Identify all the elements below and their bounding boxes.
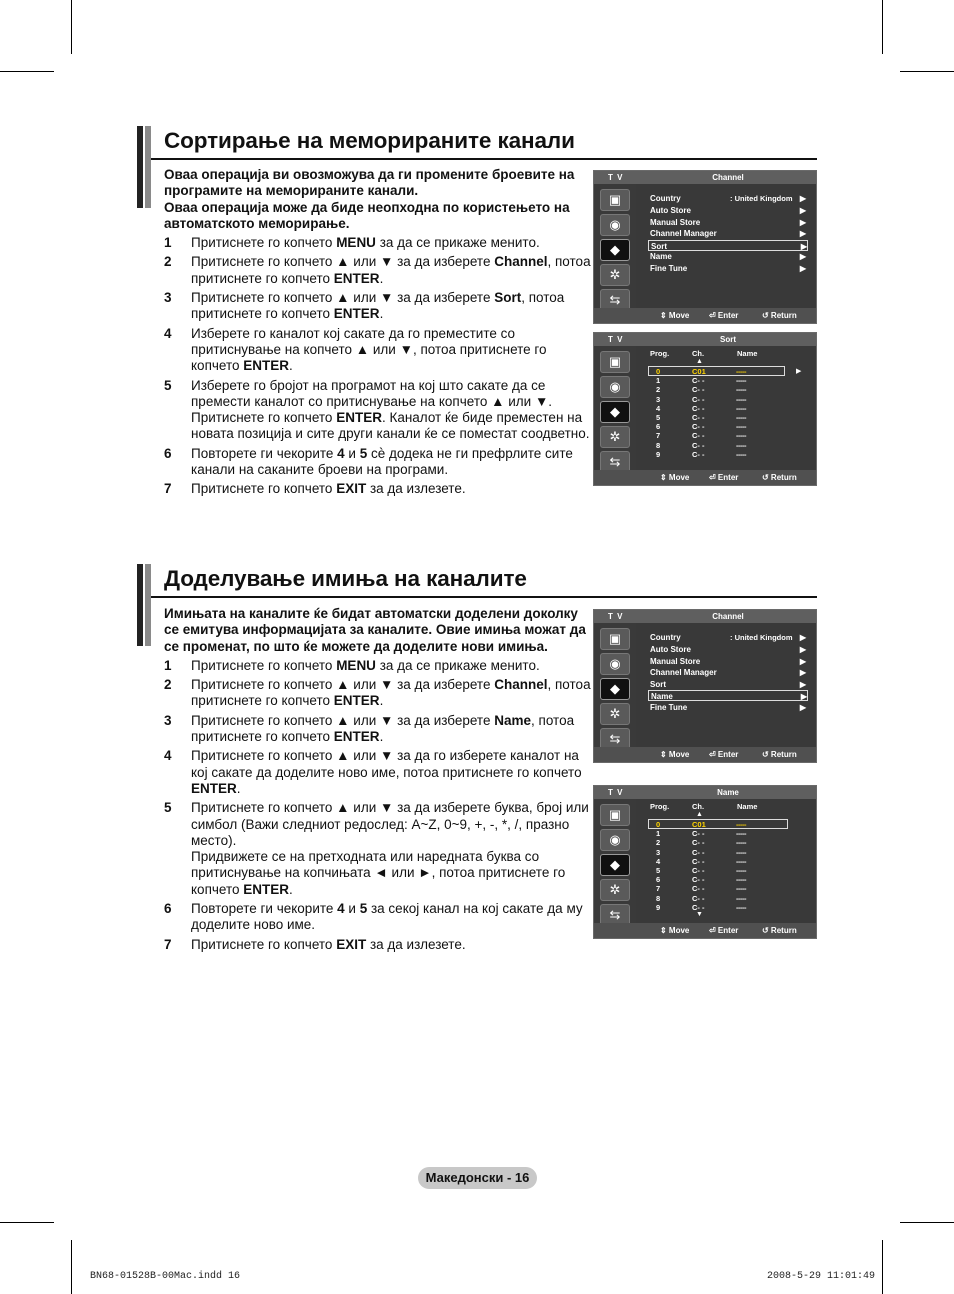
prog-cell: 9 — [656, 449, 661, 459]
prog-cell: 1 — [656, 829, 661, 839]
header-prog: Prog. — [650, 349, 670, 358]
picture-icon: ▣ — [600, 189, 630, 211]
step-text: Повторете ги чекорите 4 и 5 сѐ додека не ги префрлите сите канали на саканите броеви на програми. — [191, 445, 573, 478]
prog-cell: 5 — [656, 413, 661, 422]
selected-row-box — [648, 819, 788, 829]
menu-label: Name — [650, 252, 672, 262]
osd-tv-label: T V — [608, 788, 624, 797]
step-text: Изберете го бројот на програмот на кој што сакате да се премести каналот со притиснување на копчето ▲ или ▼. Притиснете го копчето ENTER. Каналот ќе биде преместен на новата позиција и сите други канали ќе се поместат соодветно. — [191, 377, 590, 442]
osd-content — [636, 799, 816, 923]
crop-mark — [71, 1240, 72, 1294]
name-cell: ----- — [736, 422, 746, 432]
step-number: 7 — [164, 936, 172, 952]
osd-title: Sort — [720, 335, 736, 344]
channel-cell: C- - — [692, 884, 705, 894]
footer-enter: ⏎ Enter — [709, 926, 739, 935]
prog-cell: 1 — [656, 376, 661, 386]
step-number: 5 — [164, 377, 172, 393]
step-item — [164, 748, 592, 797]
channel-cell: C01 — [692, 367, 706, 376]
prog-cell: 7 — [656, 884, 661, 894]
menu-label: Fine Tune — [650, 264, 688, 273]
footer-move: ⇕ Move — [660, 926, 690, 935]
picture-icon: ▣ — [600, 351, 630, 373]
menu-label: Sort — [650, 679, 666, 689]
channel-cell: C- - — [692, 422, 705, 432]
osd-sidebar — [594, 184, 636, 308]
header-ch: Ch. — [692, 349, 705, 358]
scroll-down-icon: ▼ — [696, 911, 703, 918]
osd-content — [636, 623, 816, 747]
name-cell: ----- — [736, 875, 746, 885]
step-number: 4 — [164, 748, 172, 764]
menu-item — [650, 251, 806, 262]
name-cell: ----- — [736, 449, 746, 459]
section-bar — [137, 564, 143, 646]
header-name: Name — [737, 349, 758, 358]
step-item — [164, 658, 592, 674]
step-number: 5 — [164, 800, 172, 816]
footer-enter: ⏎ Enter — [709, 311, 739, 320]
step-text: Притиснете го копчето EXIT за да излезете. — [191, 936, 466, 952]
arrow-right-icon: ▶ — [796, 368, 802, 375]
channel-cell: C- - — [692, 856, 705, 866]
step-number: 6 — [164, 445, 172, 461]
osd-tv-label: T V — [608, 173, 624, 182]
channel-cell: C- - — [692, 847, 705, 857]
intro-text: Имињата на каналите ќе бидат автоматски доделени доколку се емитува информацијата за каналите. Овие имиња можат да се променат, по што ќе можете да доделите нови имиња. — [164, 606, 586, 654]
section-bar — [145, 126, 151, 208]
prog-cell: 3 — [656, 394, 661, 404]
arrow-right-icon: ▶ — [799, 206, 806, 215]
step-item — [164, 254, 592, 287]
table-row — [636, 395, 816, 404]
footer-enter: ⏎ Enter — [709, 473, 739, 482]
prog-cell: 7 — [656, 431, 661, 441]
step-item — [164, 481, 592, 497]
setup-icon: ✲ — [600, 264, 630, 286]
menu-item — [648, 690, 808, 701]
osd-footer — [594, 747, 816, 762]
prog-cell: 8 — [656, 893, 661, 903]
menu-item-country — [650, 193, 806, 204]
prog-cell: 9 — [656, 902, 661, 912]
channel-cell: C- - — [692, 413, 705, 422]
step-text: Притиснете го копчето ▲ или ▼ за да изберете Channel, потоа притиснете го копчето ENTER. — [191, 677, 591, 709]
menu-item — [650, 679, 806, 690]
table-row — [636, 385, 816, 394]
header-name: Name — [737, 802, 758, 811]
arrow-right-icon: ▶ — [799, 645, 806, 654]
prog-cell: 3 — [656, 847, 661, 857]
crop-mark — [900, 1222, 954, 1223]
slug-file: BN68-01528B-00Mac.indd 16 — [90, 1271, 241, 1282]
step-text: Притиснете го копчето MENU за да се прикаже менито. — [191, 235, 540, 251]
arrow-right-icon: ▶ — [799, 252, 806, 262]
step-text: Притиснете го копчето ▲ или ▼ за да изберете Name, потоа притиснете го копчето ENTER. — [191, 712, 575, 745]
step-number: 1 — [164, 657, 172, 673]
channel-cell: C- - — [692, 440, 705, 450]
name-cell: ----- — [736, 367, 746, 376]
osd-sidebar — [594, 799, 636, 923]
arrow-right-icon: ▶ — [800, 241, 807, 251]
table-row — [636, 903, 816, 912]
step-item — [164, 677, 592, 710]
name-cell: ----- — [736, 376, 746, 386]
osd-footer — [594, 470, 816, 485]
step-text: Притиснете го копчето ▲ или ▼ за да изберете Sort, потоа притиснете го копчето ENTER. — [191, 290, 565, 322]
page-number: Македонски - 16 — [418, 1167, 537, 1189]
table-row — [636, 866, 816, 875]
step-item — [164, 713, 592, 746]
menu-label: Manual Store — [650, 656, 701, 666]
name-cell: ----- — [736, 403, 746, 413]
prog-cell: 6 — [656, 422, 661, 432]
input-icon: ⇆ — [600, 451, 630, 473]
prog-cell: 4 — [656, 403, 661, 413]
menu-item — [650, 205, 806, 216]
name-cell: ----- — [736, 413, 746, 422]
crop-mark — [0, 71, 54, 72]
step-number: 2 — [164, 254, 172, 270]
prog-cell: 2 — [656, 838, 661, 848]
crop-mark — [882, 1240, 883, 1294]
menu-item — [650, 644, 806, 655]
slug-date: 2008-5-29 11:01:49 — [767, 1271, 876, 1282]
prog-cell: 4 — [656, 856, 661, 866]
crop-mark — [71, 0, 72, 54]
channel-cell: C- - — [692, 403, 705, 413]
channel-icon: ◆ — [600, 678, 630, 700]
name-cell: ----- — [736, 838, 746, 848]
name-cell: ----- — [736, 385, 746, 395]
osd-title: Channel — [712, 173, 744, 182]
channel-cell: C- - — [692, 376, 705, 386]
osd-channel-menu-sort — [593, 170, 817, 324]
prog-cell: 6 — [656, 875, 661, 885]
table-row — [636, 838, 816, 847]
picture-icon: ▣ — [600, 628, 630, 650]
name-cell: ----- — [736, 847, 746, 857]
osd-footer — [594, 308, 816, 323]
input-icon: ⇆ — [600, 904, 630, 926]
table-row — [636, 404, 816, 413]
setup-icon: ✲ — [600, 426, 630, 448]
menu-item — [650, 263, 806, 274]
step-number: 7 — [164, 481, 172, 497]
arrow-right-icon: ▶ — [799, 194, 806, 203]
section-rule — [151, 596, 817, 598]
channel-cell: C- - — [692, 875, 705, 885]
step-number: 3 — [164, 712, 172, 728]
channel-cell: C- - — [692, 829, 705, 839]
step-list — [164, 235, 592, 497]
country-value: : United Kingdom — [730, 194, 793, 203]
header-prog: Prog. — [650, 802, 670, 811]
name-cell: ----- — [736, 893, 746, 903]
menu-label: Channel Manager — [650, 668, 717, 678]
crop-mark — [900, 71, 954, 72]
step-number: 3 — [164, 290, 172, 306]
footer-enter: ⏎ Enter — [709, 750, 739, 759]
section-rule — [151, 158, 817, 160]
setup-icon: ✲ — [600, 879, 630, 901]
table-row — [636, 848, 816, 857]
step-item — [164, 326, 592, 375]
step-text: Изберете го каналот кој сакате да го преместите со притиснување на копчето ▲ или ▼, потоа притиснете го копчето ENTER. — [191, 325, 547, 374]
intro-text: Оваа операција ви овозможува да ги промените броевите на програмите на меморираните канали. Оваа операција може да биде неопходна по користењето на автоматското меморирање. — [164, 167, 575, 231]
osd-sidebar — [594, 623, 636, 747]
table-row — [636, 376, 816, 385]
name-cell: ----- — [736, 394, 746, 404]
channel-cell: C01 — [692, 820, 706, 829]
name-cell: ----- — [736, 829, 746, 839]
channel-cell: C- - — [692, 902, 705, 912]
crop-mark — [0, 1222, 54, 1223]
crop-mark — [882, 0, 883, 54]
section-title: Сортирање на меморираните канали — [164, 128, 575, 153]
footer-return: ↺ Return — [762, 750, 797, 759]
arrow-right-icon: ▶ — [799, 229, 806, 239]
step-number: 4 — [164, 325, 172, 341]
arrow-right-icon: ▶ — [800, 692, 807, 702]
channel-cell: C- - — [692, 394, 705, 404]
osd-sidebar — [594, 346, 636, 470]
menu-item — [650, 228, 806, 239]
channel-icon: ◆ — [600, 401, 630, 423]
osd-tv-label: T V — [608, 335, 624, 344]
menu-label: Fine Tune — [650, 703, 688, 712]
step-number: 1 — [164, 235, 172, 251]
scroll-up-icon: ▲ — [696, 811, 703, 818]
channel-cell: C- - — [692, 893, 705, 903]
prog-cell: 5 — [656, 866, 661, 875]
menu-label: Auto Store — [650, 206, 691, 215]
osd-content — [636, 346, 816, 470]
channel-icon: ◆ — [600, 854, 630, 876]
table-row — [636, 450, 816, 459]
selected-row-box — [648, 366, 785, 376]
arrow-right-icon: ▶ — [799, 656, 806, 666]
section-bar — [145, 564, 151, 646]
osd-name-screen — [593, 785, 817, 939]
step-item — [164, 937, 592, 953]
arrow-right-icon: ▶ — [799, 264, 806, 273]
step-item — [164, 290, 592, 323]
name-cell: ----- — [736, 820, 746, 829]
prog-cell: 2 — [656, 385, 661, 395]
step-text: Притиснете го копчето ▲ или ▼ за да го изберете каналот на кој сакате да доделите ново име, потоа притиснете го копчето ENTER. — [191, 748, 582, 796]
step-item — [164, 901, 592, 934]
country-value: : United Kingdom — [730, 633, 793, 642]
name-cell: ----- — [736, 431, 746, 441]
arrow-right-icon: ▶ — [799, 668, 806, 678]
prog-cell: 8 — [656, 440, 661, 450]
table-row — [636, 894, 816, 903]
arrow-right-icon: ▶ — [799, 633, 806, 642]
menu-item — [650, 702, 806, 713]
menu-item — [650, 217, 806, 228]
step-item — [164, 446, 592, 479]
step-item — [164, 235, 592, 251]
arrow-right-icon: ▶ — [799, 217, 806, 227]
prog-cell: 0 — [656, 367, 661, 376]
menu-label: Name — [651, 692, 673, 702]
osd-title: Name — [717, 788, 739, 797]
table-row — [636, 422, 816, 431]
menu-item — [650, 667, 806, 678]
osd-channel-menu-name — [593, 609, 817, 763]
menu-label: Country — [650, 633, 681, 642]
sound-icon: ◉ — [600, 829, 630, 851]
arrow-right-icon: ▶ — [799, 679, 806, 689]
footer-return: ↺ Return — [762, 311, 797, 320]
name-cell: ----- — [736, 440, 746, 450]
footer-return: ↺ Return — [762, 926, 797, 935]
menu-item-country — [650, 632, 806, 643]
osd-header — [594, 333, 816, 346]
osd-header — [594, 786, 816, 799]
channel-cell: C- - — [692, 431, 705, 441]
name-cell: ----- — [736, 856, 746, 866]
channel-cell: C- - — [692, 449, 705, 459]
footer-move: ⇕ Move — [660, 473, 690, 482]
osd-tv-label: T V — [608, 612, 624, 621]
scroll-up-icon: ▲ — [696, 358, 703, 365]
name-instructions — [164, 606, 592, 953]
section-title: Доделување имиња на каналите — [164, 566, 527, 591]
step-text: Притиснете го копчето EXIT за да излезете. — [191, 481, 466, 497]
section-bar — [137, 126, 143, 208]
footer-return: ↺ Return — [762, 473, 797, 482]
prog-cell: 0 — [656, 820, 661, 829]
footer-move: ⇕ Move — [660, 311, 690, 320]
table-row — [636, 413, 816, 422]
osd-content — [636, 184, 816, 308]
step-text: Повторете ги чекорите 4 и 5 за секој канал на кој сакате да му доделите ново име. — [191, 901, 583, 933]
step-number: 6 — [164, 901, 172, 917]
header-ch: Ch. — [692, 802, 705, 811]
step-text: Притиснете го копчето ▲ или ▼ за да изберете буква, број или симбол (Важи следниот редослед: A~Z, 0~9, +, -, *, /, празно место). Придвижете се на претходната или наредната буква со притиснување на копчињата ◄ или ►, потоа притиснете го копчето ENTER. — [191, 800, 589, 897]
table-row — [636, 884, 816, 893]
name-cell: ----- — [736, 884, 746, 894]
channel-cell: C- - — [692, 866, 705, 875]
table-row — [636, 829, 816, 838]
channel-cell: C- - — [692, 385, 705, 395]
osd-footer — [594, 923, 816, 938]
picture-icon: ▣ — [600, 804, 630, 826]
sound-icon: ◉ — [600, 214, 630, 236]
step-text: Притиснете го копчето MENU за да се прикаже менито. — [191, 657, 540, 673]
arrow-right-icon: ▶ — [799, 703, 806, 712]
step-text: Притиснете го копчето ▲ или ▼ за да изберете Channel, потоа притиснете го копчето ENTER. — [191, 254, 591, 286]
menu-item — [648, 240, 808, 251]
name-cell: ----- — [736, 902, 746, 912]
sound-icon: ◉ — [600, 376, 630, 398]
table-row — [636, 441, 816, 450]
input-icon: ⇆ — [600, 289, 630, 311]
osd-header — [594, 610, 816, 623]
menu-label: Sort — [651, 241, 667, 251]
menu-label: Manual Store — [650, 217, 701, 227]
step-item — [164, 378, 592, 443]
name-cell: ----- — [736, 866, 746, 875]
osd-sort-screen — [593, 332, 817, 486]
table-row — [636, 875, 816, 884]
menu-item — [650, 656, 806, 667]
step-list — [164, 658, 592, 953]
channel-cell: C- - — [692, 838, 705, 848]
step-item — [164, 800, 592, 898]
input-icon: ⇆ — [600, 728, 630, 750]
sound-icon: ◉ — [600, 653, 630, 675]
menu-label: Channel Manager — [650, 229, 717, 239]
menu-label: Auto Store — [650, 645, 691, 654]
sort-instructions — [164, 167, 592, 498]
osd-title: Channel — [712, 612, 744, 621]
table-row — [636, 431, 816, 440]
table-row — [636, 857, 816, 866]
osd-header — [594, 171, 816, 184]
setup-icon: ✲ — [600, 703, 630, 725]
menu-label: Country — [650, 194, 681, 203]
channel-icon: ◆ — [600, 239, 630, 261]
footer-move: ⇕ Move — [660, 750, 690, 759]
step-number: 2 — [164, 677, 172, 693]
